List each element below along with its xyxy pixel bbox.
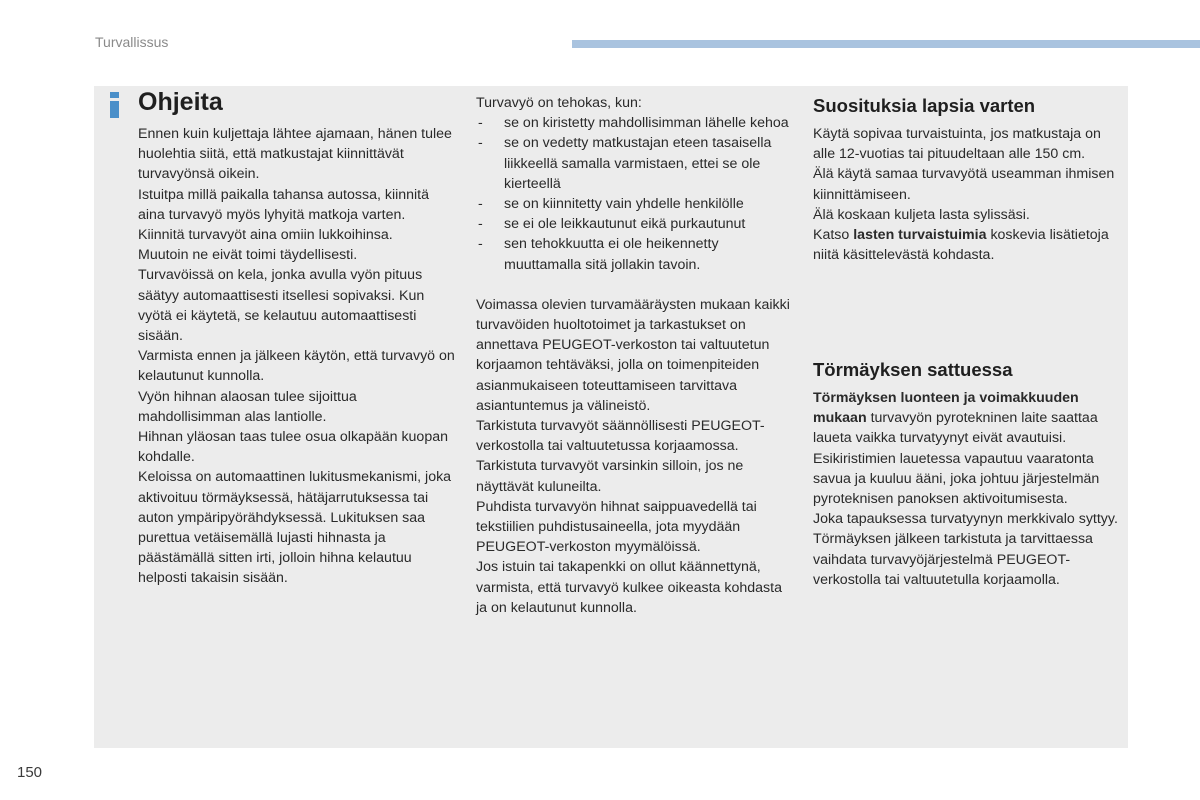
paragraph: Istuitpa millä paikalla tahansa autossa, kiinnitä aina turvavyö myös lyhyitä matkoja varten. xyxy=(138,186,430,223)
paragraph: Tarkistuta turvavyöt säännöllisesti PEUGEOT-verkostolla tai valtuutetussa korjaamossa. Tarkistuta turvavyöt varsinkin silloin, jos ne näyttävät kuluneilta. xyxy=(476,418,765,495)
paragraph: Käytä sopivaa turvaistuinta, jos matkustaja on alle 12-vuotias tai pituudeltaan alle 150 cm. xyxy=(813,126,1101,163)
lead-paragraph xyxy=(813,388,1123,509)
lead-rest: turvavyön pyrotekninen laite saattaa laueta vaikka turvatyynyt eivät avautuisi. Esikiristimien lauetessa vapautuu vaaratonta savua ja kuuluu ääni, joka johtuu järjestelmän pyroteknisen panoksen aktivoitumisesta. xyxy=(813,410,1100,508)
list-item: - se on vedetty matkustajan eteen tasaisella liikkeellä samalla varmistaen, ettei se ole kierteellä xyxy=(476,133,796,194)
list-item: - se on kiristetty mahdollisimman lähelle kehoa xyxy=(476,113,796,133)
paragraph: Voimassa olevien turvamääräysten mukaan kaikki turvavöiden huoltotoimet ja tarkastukset on annettava PEUGEOT-verkoston tai valtuutetun korjaamon tehtäväksi, jolla on toimenpiteiden asianmukaiseen toteuttamiseen tarvittava asiantuntemus ja välineistö. xyxy=(476,296,790,414)
paragraph: Hihnan yläosan taas tulee osua olkapään kuopan kohdalle. xyxy=(138,429,448,466)
paragraph: Muutoin ne eivät toimi täydellisesti. xyxy=(138,247,358,264)
children-column xyxy=(813,124,1123,265)
ref-prefix: Katso xyxy=(813,227,854,244)
collision-column xyxy=(813,388,1123,590)
section-title: Ohjeita xyxy=(138,88,223,116)
instructions-column xyxy=(138,124,458,589)
section-label: Turvallissus xyxy=(95,34,169,50)
paragraph: Joka tapauksessa turvatyynyn merkkivalo syttyy. xyxy=(813,511,1118,528)
paragraph: Älä käytä samaa turvavyötä useamman ihmisen kiinnittämiseen. xyxy=(813,166,1115,203)
info-icon xyxy=(108,92,121,118)
list-item: - se ei ole leikkautunut eikä purkautunut xyxy=(476,214,796,234)
paragraph: Varmista ennen ja jälkeen käytön, että turvavyö on kelautunut kunnolla. xyxy=(138,348,455,385)
paragraph: Turvavöissä on kela, jonka avulla vyön pituus säätyy automaattisesti itsellesi sopivaksi. Kun vyötä ei käytetä, se kelautuu automaattisesti sisään. xyxy=(138,267,425,345)
page-number: 150 xyxy=(17,764,43,781)
effectiveness-column xyxy=(476,93,796,618)
collision-heading: Törmäyksen sattuessa xyxy=(813,359,1013,380)
list-intro: Turvavyö on tehokas, kun: xyxy=(476,95,642,111)
paragraph: Jos istuin tai takapenkki on ollut käännettynä, varmista, että turvavyö kulkee oikeasta kohdasta ja on kelautunut kunnolla. xyxy=(476,559,782,616)
list-item: - sen tehokkuutta ei ole heikennetty muuttamalla sitä jollakin tavoin. xyxy=(476,234,796,274)
paragraph: Puhdista turvavyön hihnat saippuavedellä tai tekstiilien puhdistusaineella, jota myydään PEUGEOT-verkoston myymälöissä. xyxy=(476,498,757,556)
paragraph: Vyön hihnan alaosan tulee sijoittua mahdollisimman alas lantiolle. xyxy=(138,388,357,425)
ref-suffix: koskevia lisätietoja niitä käsittelevästä kohdasta. xyxy=(813,227,1109,264)
child-seat-reference: lasten turvaistuimia xyxy=(853,227,987,244)
paragraph: Keloissa on automaattinen lukitusmekanismi, joka aktivoituu törmäyksessä, hätäjarrutuksessa tai auton ympäripyörähdyksessä. Lukituksen saa purettua vetäisemällä lujasti hihnasta ja päästämällä sitten irti, jolloin hihna kelautuu helposti takaisin sisään. xyxy=(138,469,452,587)
header-rule xyxy=(572,40,1200,48)
paragraph: Ennen kuin kuljettaja lähtee ajamaan, hänen tulee huolehtia siitä, että matkustajat kiinnittävät turvavyönsä oikein. xyxy=(138,126,452,183)
list-item: - se on kiinnitetty vain yhdelle henkilölle xyxy=(476,194,796,214)
conditions-list xyxy=(476,113,796,275)
reference-paragraph xyxy=(813,225,1123,265)
paragraph: Törmäyksen jälkeen tarkistuta ja tarvittaessa vaihdata turvavyöjärjestelmä PEUGEOT-verkostolla tai valtuutetulla korjaamolla. xyxy=(813,531,1093,588)
paragraph: Älä koskaan kuljeta lasta sylissäsi. xyxy=(813,206,1030,223)
children-heading: Suosituksia lapsia varten xyxy=(813,95,1036,116)
paragraph: Kiinnitä turvavyöt aina omiin lukkoihinsa. xyxy=(138,227,393,244)
lead-bold: Törmäyksen luonteen ja voimakkuuden mukaan xyxy=(813,390,1079,427)
